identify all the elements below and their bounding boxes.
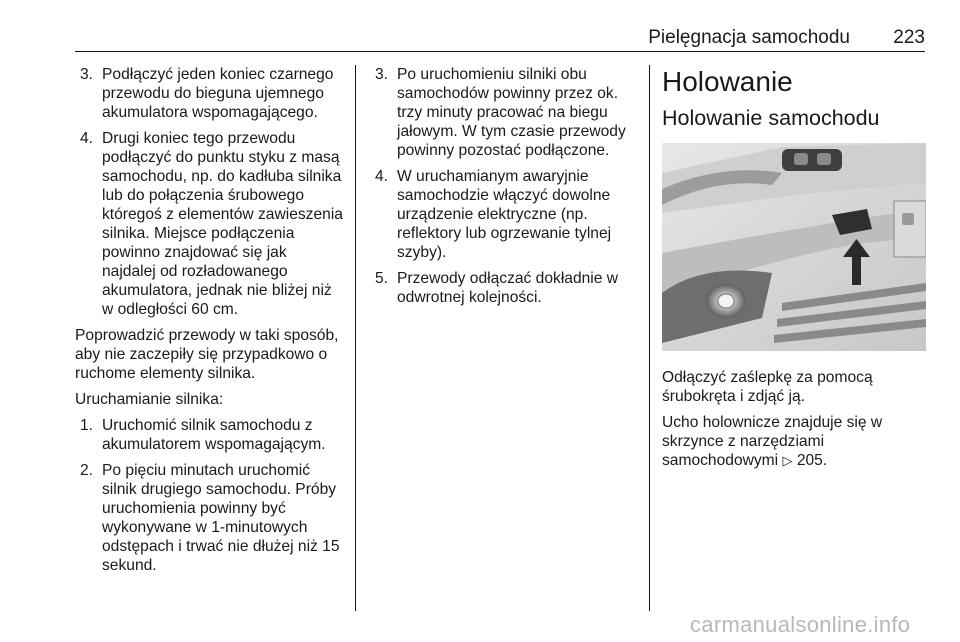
watermark: carmanualsonline.info (690, 612, 911, 637)
step-number: 4. (80, 130, 94, 147)
step-number: 4. (375, 168, 389, 185)
step-text: W uruchamianym awaryjnie samochodzie włączyć dowolne urządzenie elektryczne (np. reflektory lub ogrzewanie tylnej szyby). (397, 168, 612, 261)
page-header (75, 26, 925, 50)
step-text: Po uruchomieniu silniki obu samochodów powinny przez ok. trzy minuty pracować na biegu jałowym. W tym czasie przewody powinny pozostać podłączone. (397, 66, 626, 159)
route-cables-paragraph: Poprowadzić przewody w taki sposób, aby nie zaczepiły się przypadkowo o ruchome elementy silnika. (75, 327, 339, 382)
page-number: 223 (893, 27, 925, 48)
step-text: Przewody odłączać dokładnie w odwrotnej kolejności. (397, 270, 619, 306)
jump-start-steps-continued (75, 65, 343, 319)
step-text: Po pięciu minutach uruchomić silnik drugiego samochodu. Próby uruchomienia powinny być wykonywane w 1-minutowych odstępach i trwać nie dłużej niż 15 sekund. (102, 462, 340, 574)
list-item (75, 129, 343, 319)
engine-start-intro: Uruchamianie silnika: (75, 391, 224, 408)
step-text: Podłączyć jeden koniec czarnego przewodu do bieguna ujemnego akumulatora wspomagającego. (102, 66, 334, 121)
column-divider (649, 65, 650, 611)
page-reference-arrow-icon: ▷ (782, 453, 793, 468)
section-title: Pielęgnacja samochodu (648, 27, 850, 48)
header-rule (75, 51, 925, 52)
engine-start-steps (75, 416, 343, 575)
list-item (370, 65, 638, 160)
tow-eye-cover-photo (662, 143, 926, 351)
list-item (75, 65, 343, 122)
column-2 (370, 65, 638, 314)
tow-eye-location-text: Ucho holownicze znajduje się w skrzynce z narzędziami samochodowymi (662, 414, 883, 469)
step-number: 5. (375, 270, 389, 287)
list-item (370, 269, 638, 307)
column-divider (355, 65, 356, 611)
step-number: 3. (80, 66, 94, 83)
step-number: 3. (375, 66, 389, 83)
column-3 (662, 65, 926, 477)
subheading-towing-vehicle: Holowanie samochodu (662, 106, 880, 130)
step-text: Drugi koniec tego przewodu podłączyć do punktu styku z masą samochodu, np. do kadłuba silnika lub do połączenia śrubowego któregoś z elementów zawieszenia silnika. Miejsce podłączenia powinno znajdować się jak najdalej od rozładowanego akumulatora, jednak nie bliżej niż w odległości 60 cm. (102, 130, 343, 318)
step-number: 2. (80, 462, 94, 479)
list-item (75, 416, 343, 454)
remove-cover-paragraph: Odłączyć zaślepkę za pomocą śrubokręta i zdjąć ją. (662, 369, 873, 405)
step-number: 1. (80, 417, 94, 434)
section-heading-towing: Holowanie (662, 66, 793, 97)
list-item (75, 461, 343, 575)
column-1 (75, 65, 343, 582)
page-reference-link[interactable]: 205. (796, 452, 828, 469)
tow-eye-location-paragraph (662, 413, 926, 470)
list-item (370, 167, 638, 262)
step-text: Uruchomić silnik samochodu z akumulatorem wspomagającym. (102, 417, 326, 453)
after-start-steps (370, 65, 638, 307)
